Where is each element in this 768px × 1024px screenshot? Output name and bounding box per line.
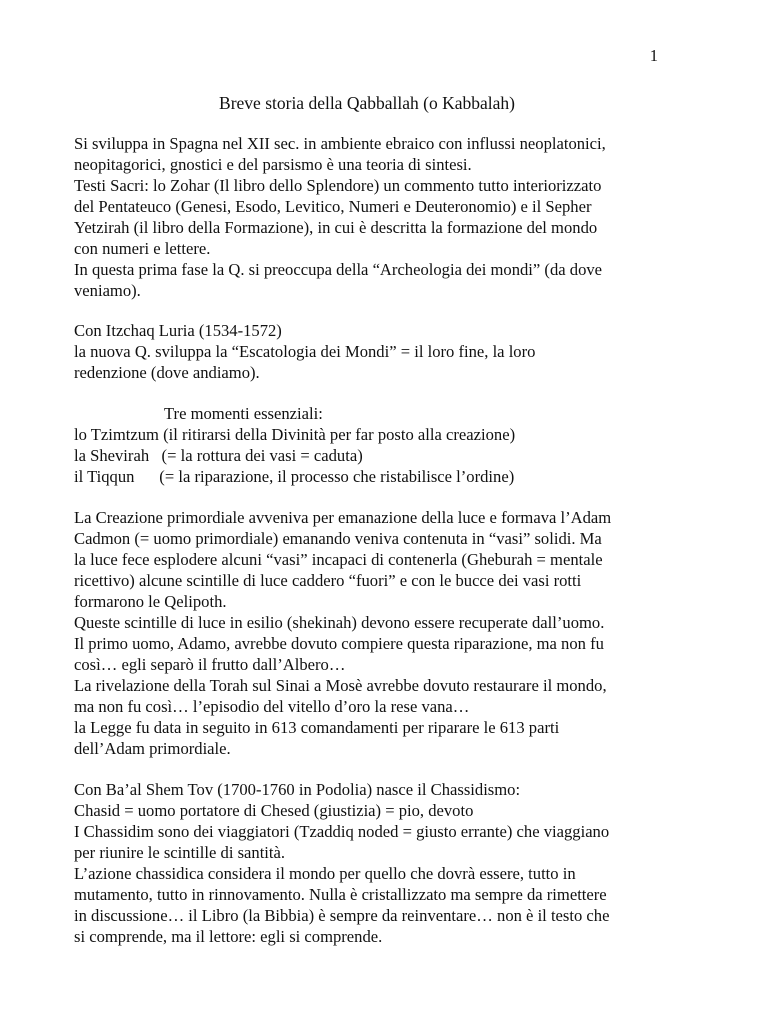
text-line: In questa prima fase la Q. si preoccupa della “Archeologia dei mondi” (da dove <box>74 260 603 279</box>
section-heading: Tre momenti essenziali: <box>164 404 323 423</box>
text-line: ma non fu così… l’episodio del vitello d’oro la rese vana… <box>74 697 470 716</box>
text-line: La rivelazione della Torah sul Sinai a Mosè avrebbe dovuto restaurare il mondo, <box>74 676 607 695</box>
text-line: lo Tzimtzum (il ritirarsi della Divinità per far posto alla creazione) <box>74 425 516 444</box>
text-line: Cadmon (= uomo primordiale) emanando veniva contenuta in “vasi” solidi. Ma <box>74 529 602 548</box>
text-line: dell’Adam primordiale. <box>74 739 231 758</box>
text-line: si comprende, ma il lettore: egli si comprende. <box>74 927 383 946</box>
text-line: Queste scintille di luce in esilio (shekinah) devono essere recuperate dall’uomo. <box>74 613 605 632</box>
text-line: La Creazione primordiale avveniva per emanazione della luce e formava l’Adam <box>74 508 612 527</box>
text-line: neopitagorici, gnostici e del parsismo è una teoria di sintesi. <box>74 155 472 174</box>
text-line: per riunire le scintille di santità. <box>74 843 286 862</box>
text-line: redenzione (dove andiamo). <box>74 363 260 382</box>
text-line: in discussione… il Libro (la Bibbia) è sempre da reinventare… non è il testo che <box>74 906 610 925</box>
text-line: con numeri e lettere. <box>74 239 211 258</box>
text-line: così… egli separò il frutto dall’Albero… <box>74 655 346 674</box>
text-line: Testi Sacri: lo Zohar (Il libro dello Splendore) un commento tutto interiorizzato <box>74 176 602 195</box>
text-line: il Tiqqun (= la riparazione, il processo che ristabilisce l’ordine) <box>74 467 515 486</box>
text-line: Con Ba’al Shem Tov (1700-1760 in Podolia) nasce il Chassidismo: <box>74 780 521 799</box>
text-line: Chasid = uomo portatore di Chesed (giustizia) = pio, devoto <box>74 801 474 820</box>
text-line: mutamento, tutto in rinnovamento. Nulla è cristallizzato ma sempre da rimettere <box>74 885 607 904</box>
text-line: formarono le Qelipoth. <box>74 592 227 611</box>
text-line: Yetzirah (il libro della Formazione), in cui è descritta la formazione del mondo <box>74 218 598 237</box>
text-line: del Pentateuco (Genesi, Esodo, Levitico, Numeri e Deuteronomio) e il Sepher <box>74 197 592 216</box>
text-line: veniamo). <box>74 281 141 300</box>
text-line: Il primo uomo, Adamo, avrebbe dovuto compiere questa riparazione, ma non fu <box>74 634 604 653</box>
text-line: L’azione chassidica considera il mondo per quello che dovrà essere, tutto in <box>74 864 576 883</box>
text-line: Si sviluppa in Spagna nel XII sec. in ambiente ebraico con influssi neoplatonici, <box>74 134 606 153</box>
text-line: la luce fece esplodere alcuni “vasi” incapaci di contenerla (Gheburah = mentale <box>74 550 603 569</box>
text-line: la Shevirah (= la rottura dei vasi = caduta) <box>74 446 363 465</box>
page-number: 1 <box>649 46 658 65</box>
document-title: Breve storia della Qabballah (o Kabbalah) <box>219 93 515 113</box>
text-line: la Legge fu data in seguito in 613 comandamenti per riparare le 613 parti <box>74 718 560 737</box>
text-line: Con Itzchaq Luria (1534-1572) <box>74 321 282 340</box>
text-line: la nuova Q. sviluppa la “Escatologia dei Mondi” = il loro fine, la loro <box>74 342 536 361</box>
text-line: I Chassidim sono dei viaggiatori (Tzaddiq noded = giusto errante) che viaggiano <box>74 822 610 841</box>
text-line: ricettivo) alcune scintille di luce caddero “fuori” e con le bucce dei vasi rotti <box>74 571 582 590</box>
